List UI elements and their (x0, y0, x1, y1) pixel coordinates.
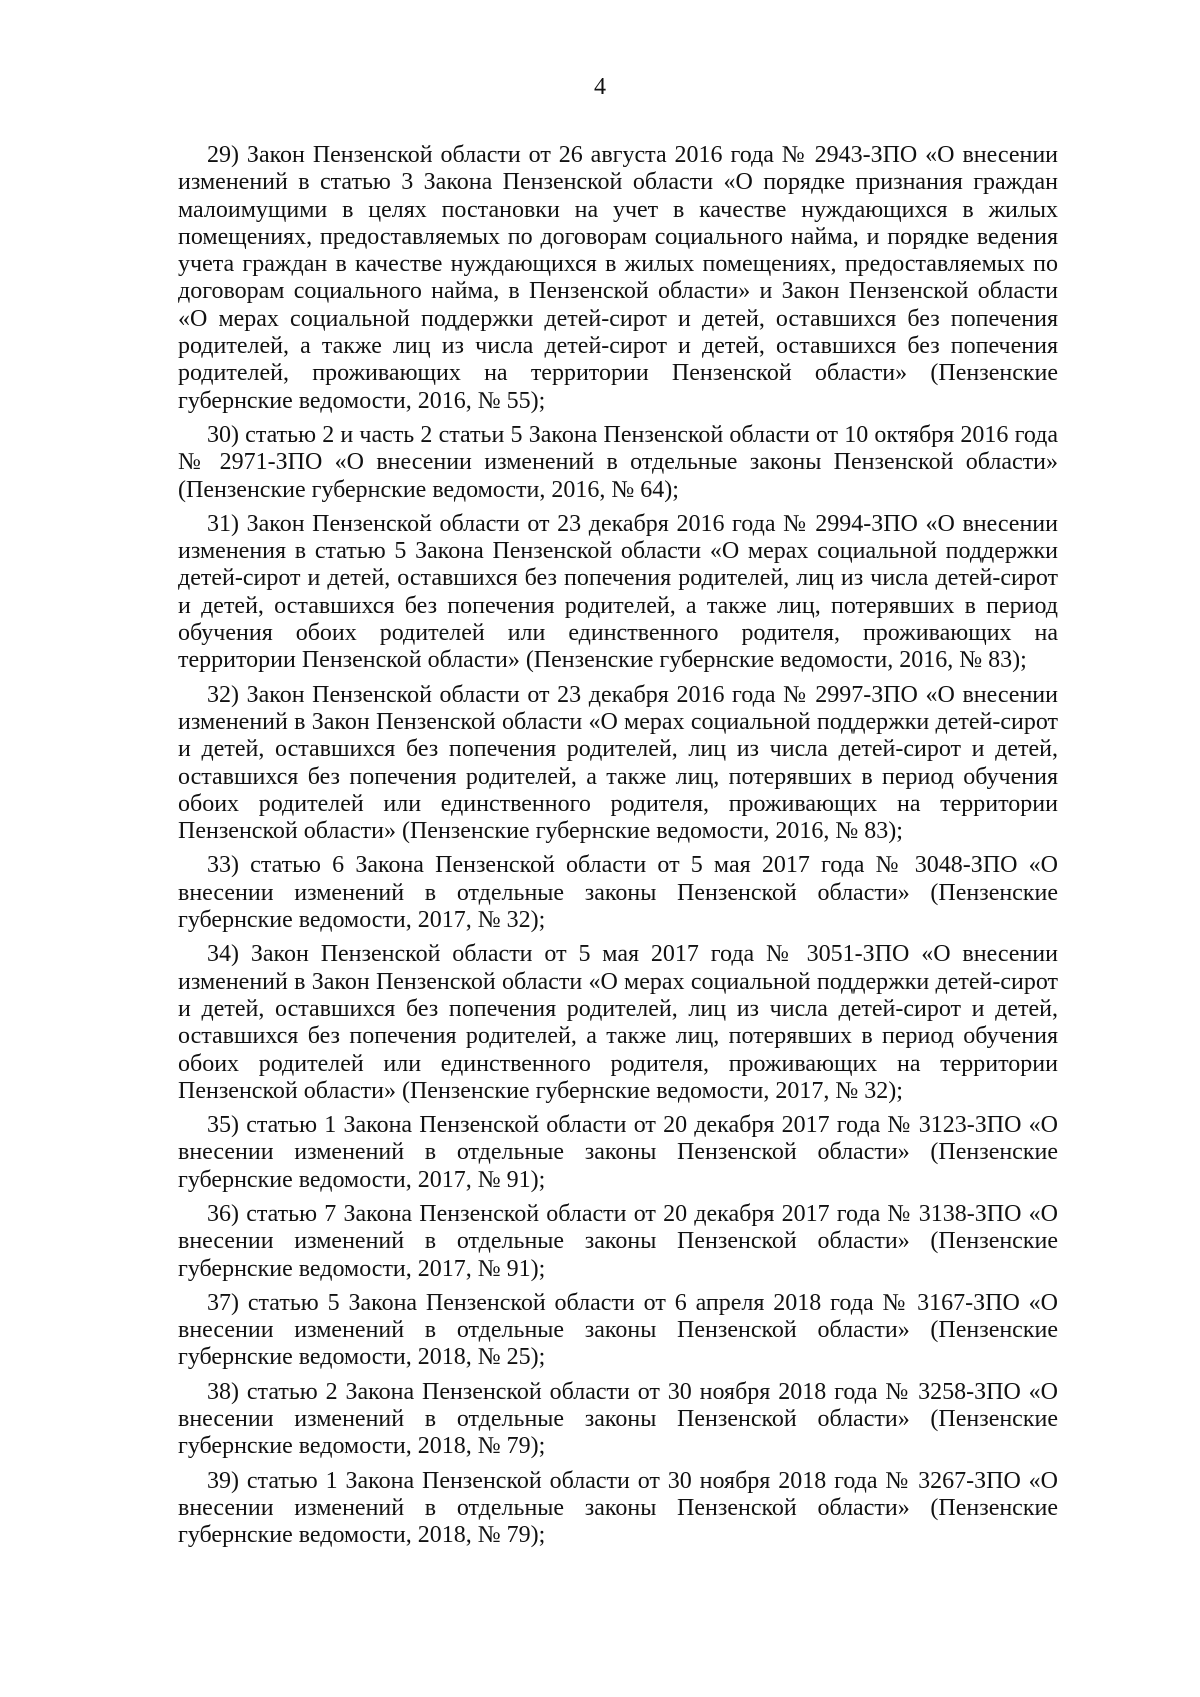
list-item-36: 36) статью 7 Закона Пензенской области от 20 декабря 2017 года № 3138-ЗПО «О внесении изменений в отдельные законы Пензенской области» (Пензенские губернские ведомости, 2017, № 91); (178, 1200, 1058, 1282)
document-body (178, 142, 1058, 1557)
list-item-37: 37) статью 5 Закона Пензенской области от 6 апреля 2018 года № 3167-ЗПО «О внесении изменений в отдельные законы Пензенской области» (Пензенские губернские ведомости, 2018, № 25); (178, 1289, 1058, 1371)
list-item-29: 29) Закон Пензенской области от 26 августа 2016 года № 2943-ЗПО «О внесении изменений в статью 3 Закона Пензенской области «О порядке признания граждан малоимущими в целях постановки на учет в качестве нуждающихся в жилых помещениях, предоставляемых по договорам социального найма, и порядке ведения учета граждан в качестве нуждающихся в жилых помещениях, предоставляемых по договорам социального найма, в Пензенской области» и Закон Пензенской области «О мерах социальной поддержки детей-сирот и детей, оставшихся без попечения родителей, а также лиц из числа детей-сирот и детей, оставшихся без попечения родителей, проживающих на территории Пензенской области» (Пензенские губернские ведомости, 2016, № 55); (178, 142, 1058, 414)
list-item-30: 30) статью 2 и часть 2 статьи 5 Закона Пензенской области от 10 октября 2016 года № 2971-ЗПО «О внесении изменений в отдельные законы Пензенской области» (Пензенские губернские ведомости, 2016, № 64); (178, 421, 1058, 503)
list-item-32: 32) Закон Пензенской области от 23 декабря 2016 года № 2997-ЗПО «О внесении изменений в Закон Пензенской области «О мерах социальной поддержки детей-сирот и детей, оставшихся без попечения родителей, лиц из числа детей-сирот и детей, оставшихся без попечения родителей, а также лиц, потерявших в период обучения обоих родителей или единственного родителя, проживающих на территории Пензенской области» (Пензенские губернские ведомости, 2016, № 83); (178, 681, 1058, 845)
page-number: 4 (594, 74, 606, 100)
list-item-35: 35) статью 1 Закона Пензенской области от 20 декабря 2017 года № 3123-ЗПО «О внесении изменений в отдельные законы Пензенской области» (Пензенские губернские ведомости, 2017, № 91); (178, 1112, 1058, 1193)
list-item-38: 38) статью 2 Закона Пензенской области от 30 ноября 2018 года № 3258-ЗПО «О внесении изменений в отдельные законы Пензенской области» (Пензенские губернские ведомости, 2018, № 79); (178, 1378, 1058, 1460)
list-item-33: 33) статью 6 Закона Пензенской области от 5 мая 2017 года № 3048-ЗПО «О внесении изменений в отдельные законы Пензенской области» (Пензенские губернские ведомости, 2017, № 32); (178, 852, 1058, 934)
list-item-34: 34) Закон Пензенской области от 5 мая 2017 года № 3051-ЗПО «О внесении изменений в Закон Пензенской области «О мерах социальной поддержки детей-сирот и детей, оставшихся без попечения родителей, лиц из числа детей-сирот и детей, оставшихся без попечения родителей, а также лиц, потерявших в период обучения обоих родителей или единственного родителя, проживающих на территории Пензенской области» (Пензенские губернские ведомости, 2017, № 32); (178, 941, 1058, 1104)
list-item-39: 39) статью 1 Закона Пензенской области от 30 ноября 2018 года № 3267-ЗПО «О внесении изменений в отдельные законы Пензенской области» (Пензенские губернские ведомости, 2018, № 79); (178, 1467, 1058, 1549)
list-item-31: 31) Закон Пензенской области от 23 декабря 2016 года № 2994-ЗПО «О внесении изменения в статью 5 Закона Пензенской области «О мерах социальной поддержки детей-сирот и детей, оставшихся без попечения родителей, лиц из числа детей-сирот и детей, оставшихся без попечения родителей, а также лиц, потерявших в период обучения обоих родителей или единственного родителя, проживающих на территории Пензенской области» (Пензенские губернские ведомости, 2016, № 83); (178, 510, 1058, 674)
